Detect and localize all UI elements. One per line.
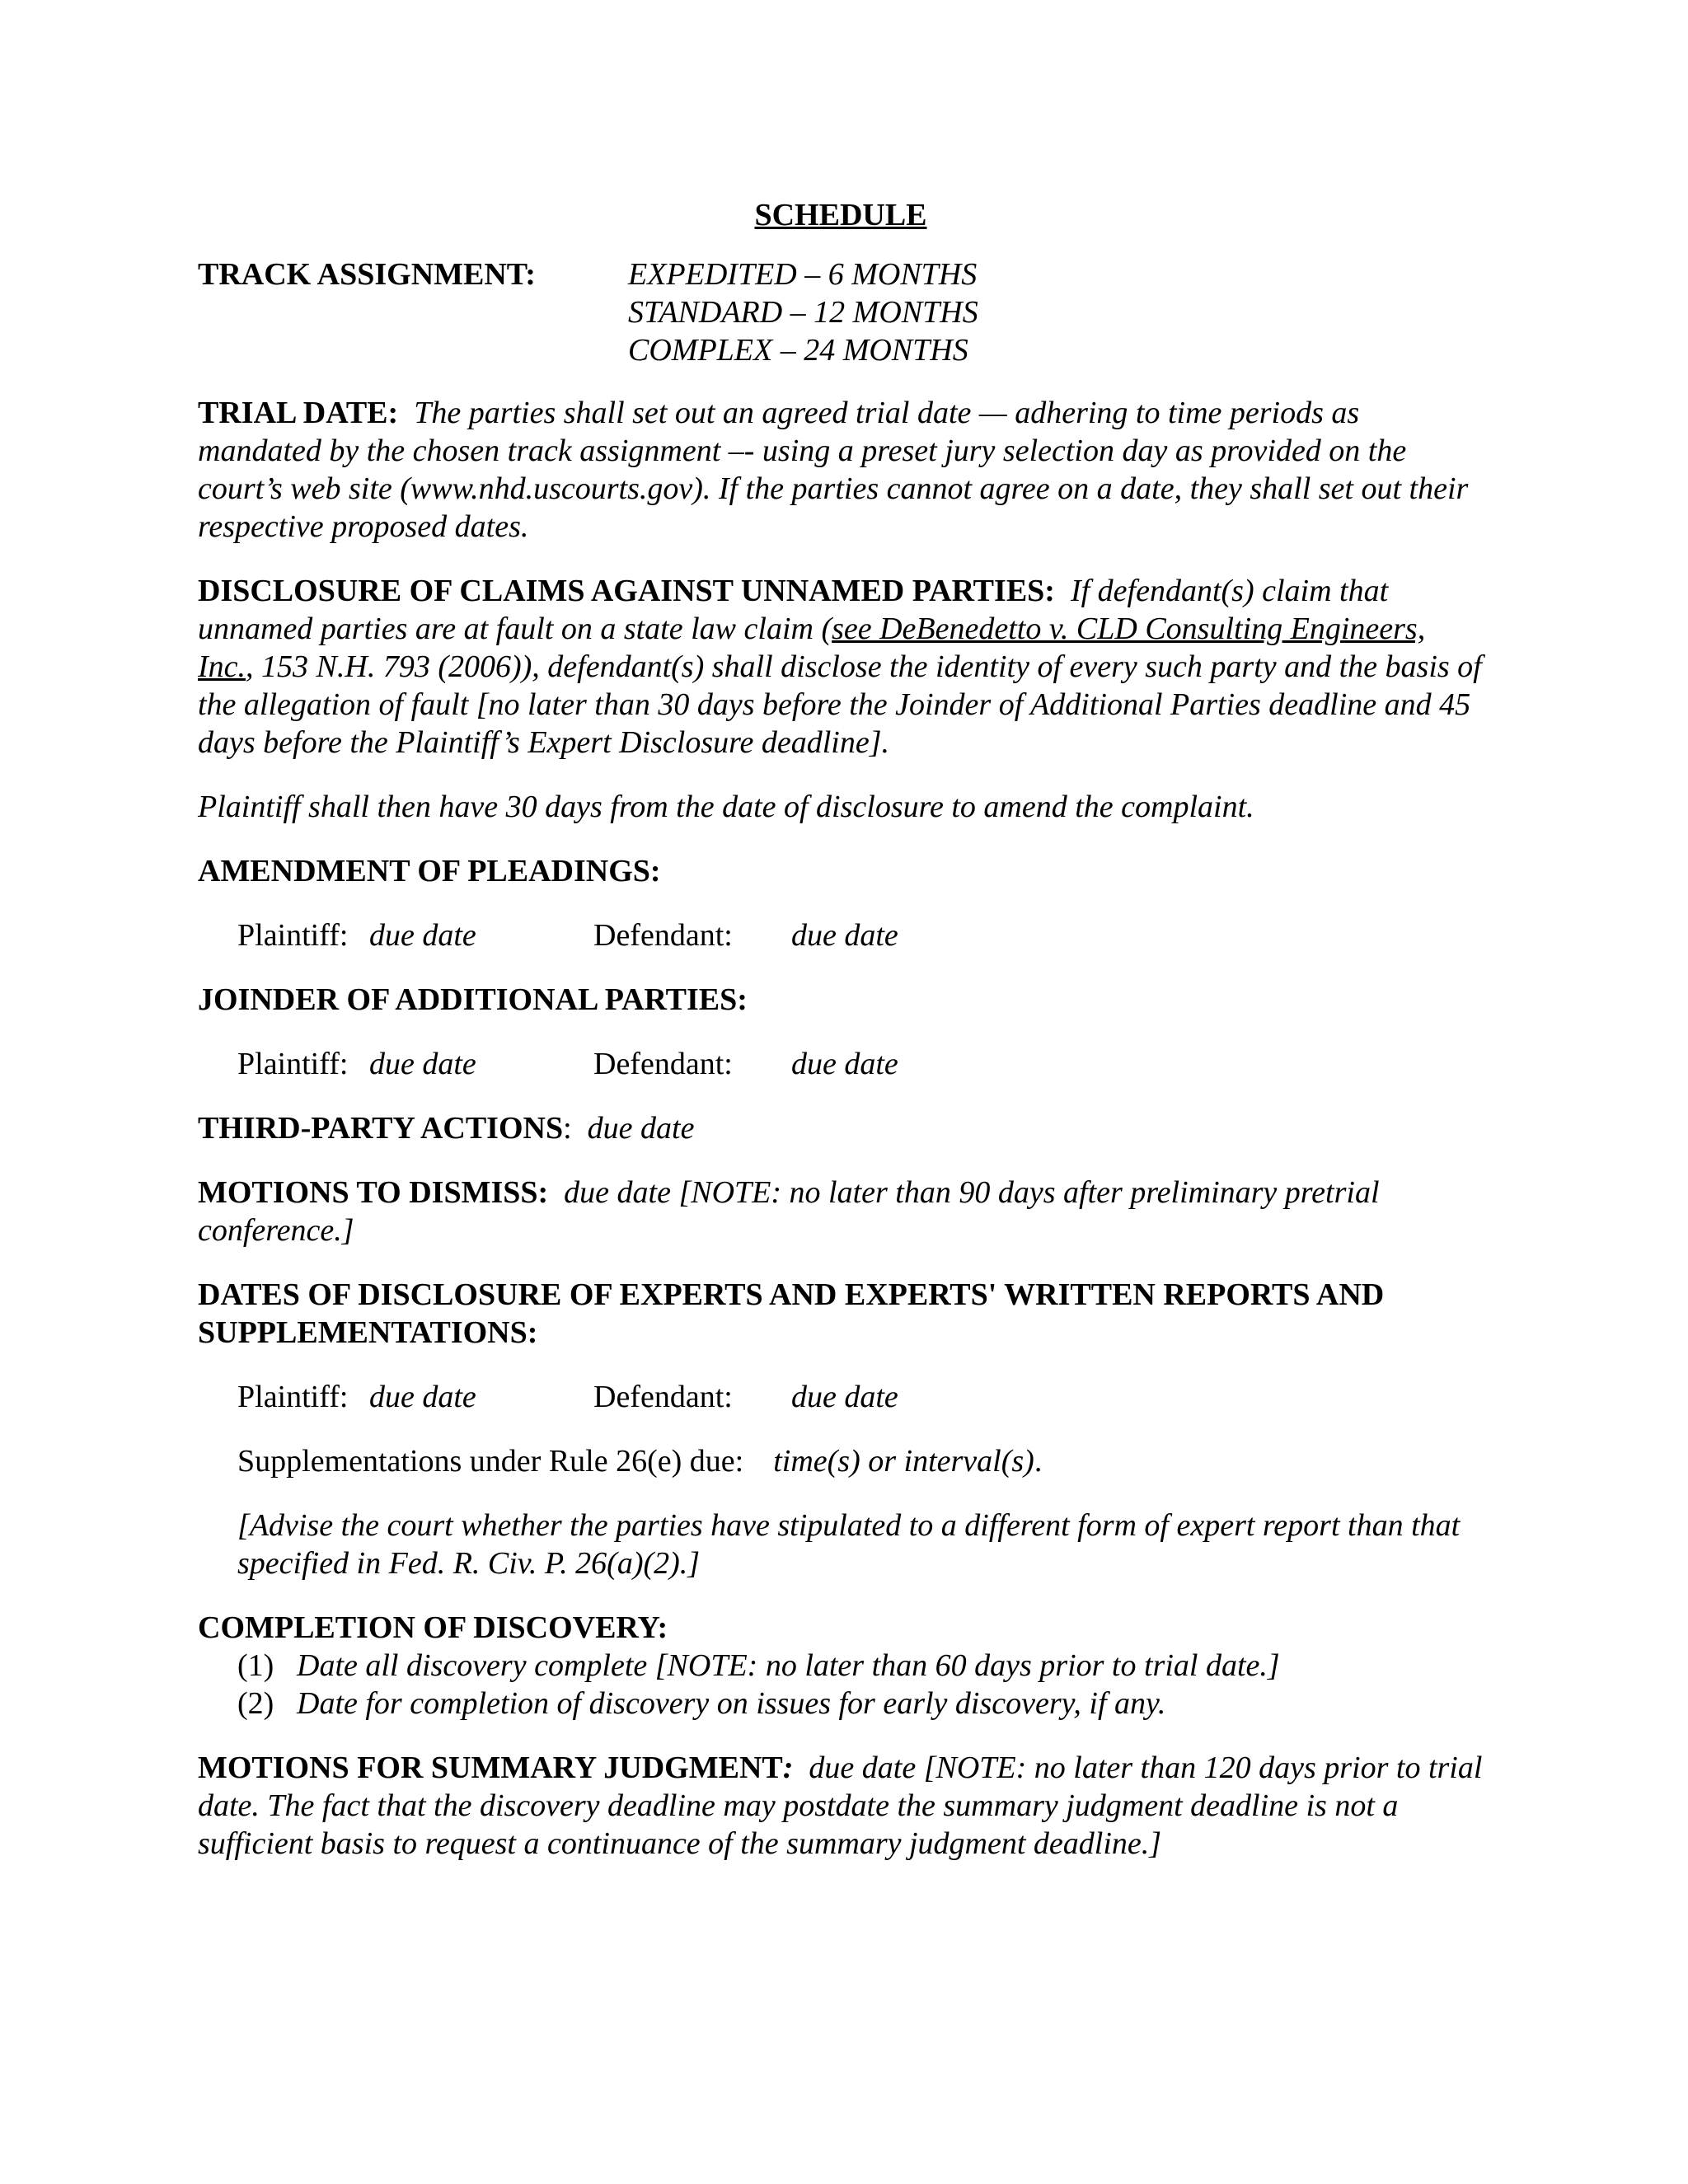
- experts-plaintiff-label: Plaintiff:: [237, 1380, 349, 1414]
- amendment-dates: [198, 916, 1484, 954]
- supplementations-line: [198, 1442, 1484, 1480]
- track-assignment-section: [198, 255, 1484, 369]
- track-option-standard: STANDARD – 12 MONTHS: [628, 295, 978, 330]
- joinder-dates: [198, 1045, 1484, 1083]
- trial-date-label: TRIAL DATE:: [198, 396, 399, 430]
- discovery-item-text: Date for completion of discovery on issues for early discovery, if any.: [297, 1686, 1166, 1721]
- disclosure-text-a: If defendant(s) claim that unnamed parties are at fault on a state law claim (: [198, 574, 1389, 646]
- amendment-defendant-label: Defendant:: [593, 918, 733, 953]
- amendment-plaintiff-value: due date: [369, 918, 476, 953]
- disclosure-followup: Plaintiff shall then have 30 days from the date of disclosure to amend the complaint.: [198, 790, 1254, 824]
- third-party-label: THIRD-PARTY ACTIONS: [198, 1111, 564, 1146]
- page-title: SCHEDULE: [754, 198, 927, 232]
- summary-judgment-colon: :: [782, 1750, 794, 1785]
- third-party-value: due date: [587, 1111, 695, 1146]
- summary-judgment-section: [198, 1749, 1484, 1863]
- disclosure-section: [198, 572, 1484, 762]
- joinder-defendant-value: due date: [791, 1047, 898, 1081]
- discovery-item: [198, 1685, 1484, 1722]
- third-party-section: [198, 1109, 1484, 1147]
- amendment-label: AMENDMENT OF PLEADINGS:: [198, 854, 661, 888]
- experts-defendant-label: Defendant:: [593, 1380, 733, 1414]
- amendment-defendant-value: due date: [791, 918, 898, 953]
- document-page: [198, 196, 1484, 1889]
- trial-date-text: The parties shall set out an agreed trial date — adhering to time periods as mandated by the chosen track assignment –- using a preset jury selection day as provided on the court’s web site (www.nhd.uscourts.gov). If the parties cannot agree on a date, they shall set out their respective proposed dates.: [198, 396, 1469, 544]
- track-option-complex: COMPLEX – 24 MONTHS: [628, 333, 968, 368]
- disclosure-label: DISCLOSURE OF CLAIMS AGAINST UNNAMED PARTIES:: [198, 574, 1055, 608]
- summary-judgment-label: MOTIONS FOR SUMMARY JUDGMENT: [198, 1750, 783, 1785]
- expert-report-advice: [Advise the court whether the parties have stipulated to a different form of expert report than that specified in Fed. R. Civ. P. 26(a)(2).]: [237, 1508, 1461, 1581]
- supplementations-period: .: [1034, 1444, 1043, 1479]
- disclosure-text-b: , 153 N.H. 793 (2006)), defendant(s) shall disclose the identity of every such party and the basis of the allegation of fault [no later than 30 days before the Joinder of Additional Parties deadline and 45 days before the Plaintiff’s Expert Disclosure deadline].: [198, 649, 1482, 760]
- third-party-colon: :: [563, 1111, 572, 1146]
- joinder-plaintiff-value: due date: [369, 1047, 476, 1081]
- discovery-label: COMPLETION OF DISCOVERY:: [198, 1610, 668, 1645]
- joinder-label: JOINDER OF ADDITIONAL PARTIES:: [198, 982, 748, 1017]
- discovery-item-number: (1): [237, 1648, 274, 1683]
- track-options: [628, 255, 978, 369]
- joinder-defendant-label: Defendant:: [593, 1047, 733, 1081]
- amendment-plaintiff-label: Plaintiff:: [237, 918, 349, 953]
- discovery-item-text: Date all discovery complete [NOTE: no later than 60 days prior to trial date.]: [297, 1648, 1280, 1683]
- supplementations-value: time(s) or interval(s): [773, 1444, 1034, 1479]
- track-option-expedited: EXPEDITED – 6 MONTHS: [628, 257, 978, 292]
- discovery-item: [198, 1647, 1484, 1685]
- dismiss-text: due date [NOTE: no later than 90 days after preliminary pretrial conference.]: [198, 1175, 1380, 1248]
- case-citation-link: see DeBenedetto v. CLD Consulting Engineers, Inc.: [198, 612, 1426, 684]
- dismiss-section: [198, 1174, 1484, 1249]
- experts-defendant-value: due date: [791, 1380, 898, 1414]
- supplementations-label: Supplementations under Rule 26(e) due:: [237, 1444, 744, 1479]
- experts-plaintiff-value: due date: [369, 1380, 476, 1414]
- experts-label: DATES OF DISCLOSURE OF EXPERTS AND EXPERTS' WRITTEN REPORTS AND SUPPLEMENTATIONS:: [198, 1277, 1385, 1350]
- experts-dates: [198, 1378, 1484, 1416]
- summary-judgment-text: due date [NOTE: no later than 120 days prior to trial date. The fact that the discovery deadline may postdate the summary judgment deadline is not a sufficient basis to request a continuance of the summary judgment deadline.]: [198, 1750, 1483, 1861]
- discovery-item-number: (2): [237, 1686, 274, 1721]
- joinder-plaintiff-label: Plaintiff:: [237, 1047, 349, 1081]
- dismiss-label: MOTIONS TO DISMISS:: [198, 1175, 549, 1210]
- track-assignment-label: TRACK ASSIGNMENT:: [198, 257, 536, 292]
- trial-date-section: [198, 394, 1484, 546]
